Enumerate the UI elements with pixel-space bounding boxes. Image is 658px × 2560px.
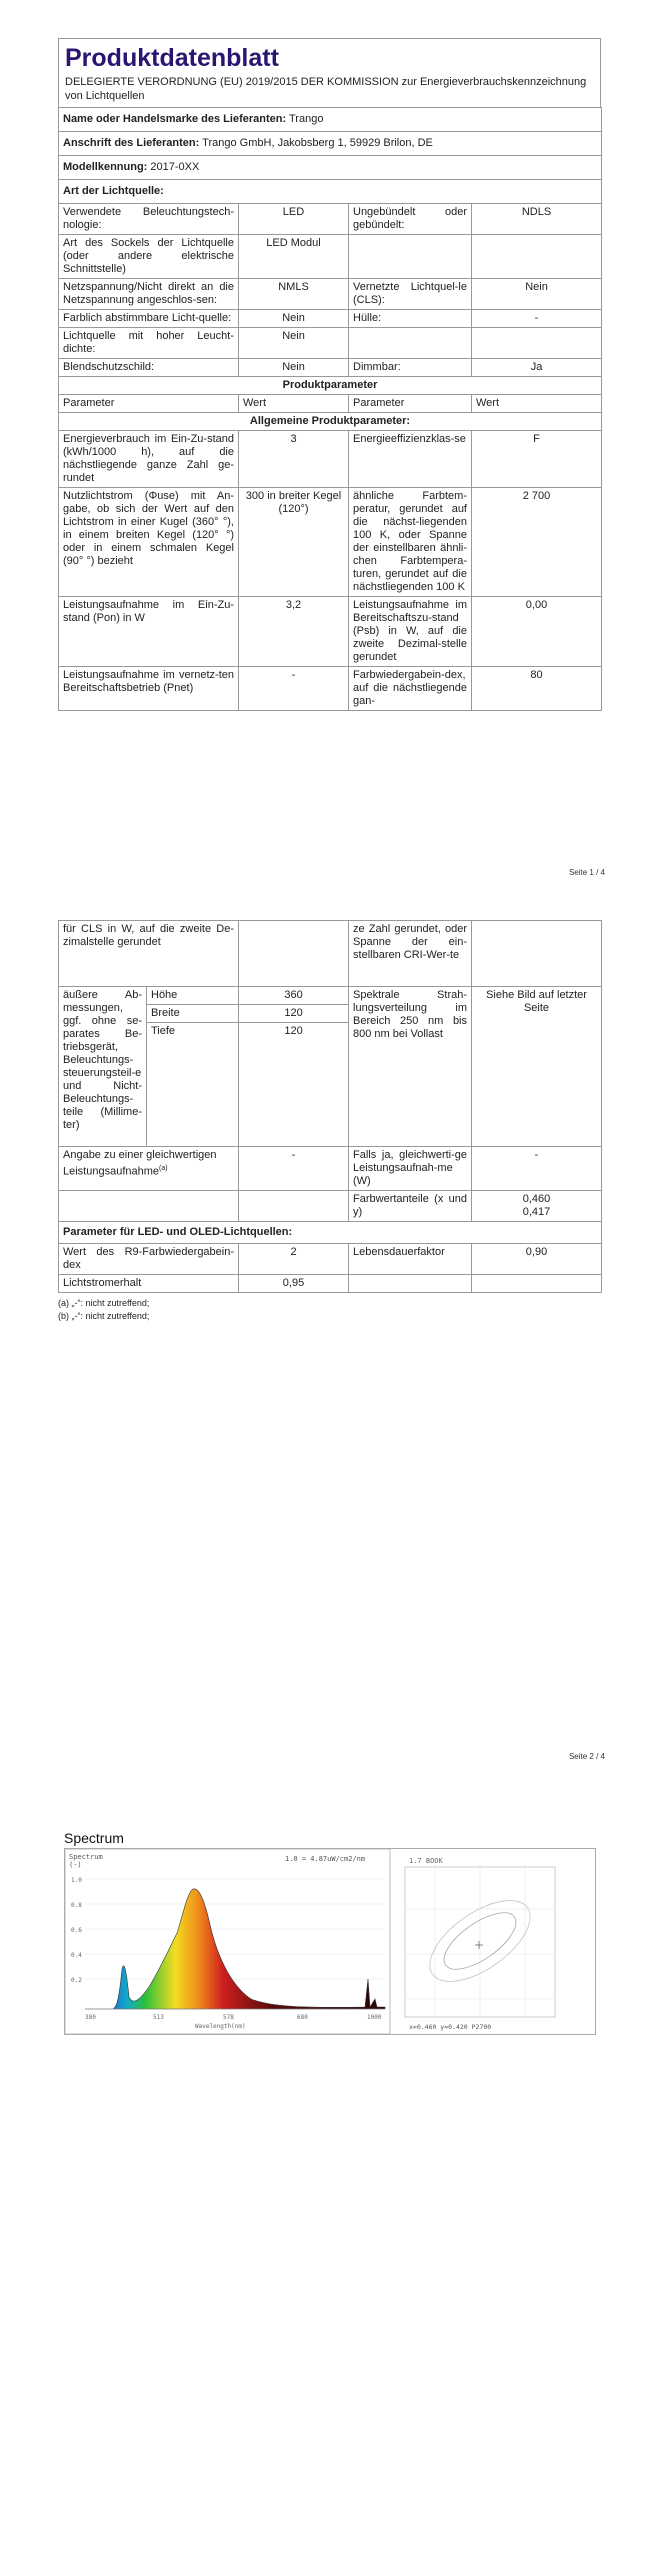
supplier-name-value: Trango (289, 113, 324, 125)
param-label: Nutzlichtstrom (Φuse) mit An-gabe, ob sich der Wert auf den Lichtstrom in einer Kugel (360° °), in einem breiten Kegel (120° °) oder in einem schmalen Kegel (90° °) bezieht (59, 488, 239, 597)
param-value: F (472, 431, 602, 488)
dimensions-label: äußere Ab-messungen, ggf. ohne se-parates Be-triebsgerät, Beleuchtungs-steuerungsteil-e und Nicht-Beleuchtungs-teile (Millime-ter) (59, 987, 147, 1147)
param-value (239, 921, 349, 987)
param-label (349, 235, 472, 279)
params-header-row (59, 377, 602, 395)
param-value: - (239, 667, 349, 711)
spectrum-figure (64, 1848, 596, 2035)
led-params-header: Parameter für LED- und OLED-Lichtquellen: (59, 1222, 602, 1244)
table-row (59, 921, 602, 987)
chroma-x: 0,460 (522, 1193, 551, 1205)
x-tick: 680 (297, 2014, 308, 2021)
chroma-label: Farbwertanteile (x und y) (349, 1191, 472, 1222)
param-label: Ungebündelt oder gebündelt: (349, 204, 472, 235)
param-label: Netzspannung/Nicht direkt an die Netzspannung angeschlos-sen: (59, 279, 239, 310)
page-number: Seite 1 / 4 (568, 868, 605, 877)
general-header-row (59, 413, 602, 431)
table-row (59, 597, 602, 667)
param-label: Art des Sockels der Lichtquelle (oder andere elektrische Schnittstelle) (59, 235, 239, 279)
param-label: Lichtquelle mit hoher Leucht-dichte: (59, 328, 239, 359)
supplier-address-value: Trango GmbH, Jakobsberg 1, 59929 Brilon, DE (202, 137, 433, 149)
table-row (59, 359, 602, 377)
table-row (59, 1275, 602, 1293)
empty-cell (239, 1191, 349, 1222)
table-row (59, 279, 602, 310)
light-source-header: Art der Lichtquelle: (59, 180, 602, 204)
footnotes (58, 1297, 601, 1323)
param-label: Blendschutzschild: (59, 359, 239, 377)
table-row (59, 310, 602, 328)
equiv-label: Angabe zu einer gleichwertigen Leistungsaufnahme (63, 1149, 217, 1178)
param-label: Vernetzte Lichtquel-le (CLS): (349, 279, 472, 310)
param-value: LED (239, 204, 349, 235)
spectrum-title: Spectrum (64, 1830, 124, 1846)
maint-label: Lichtstromerhalt (59, 1275, 239, 1293)
param-value: NMLS (239, 279, 349, 310)
param-value: Nein (472, 279, 602, 310)
supplier-address-row (59, 132, 602, 156)
chroma-y: 0,417 (522, 1206, 551, 1218)
dim-height-value: 360 (239, 987, 349, 1005)
y-caption: Spectrum (69, 1853, 103, 1861)
param-label: Hülle: (349, 310, 472, 328)
table-row (59, 1191, 602, 1222)
table-row (59, 987, 602, 1005)
param-value: 3,2 (239, 597, 349, 667)
peak-note: 1.0 = 4.87uW/cm2/nm (285, 1855, 366, 1863)
page-1 (0, 0, 658, 880)
dim-width-value: 120 (239, 1005, 349, 1023)
datasheet-page-1 (58, 38, 601, 711)
param-value (472, 328, 602, 359)
params-header: Produktparameter (59, 377, 602, 395)
table-row (59, 1244, 602, 1275)
flicker-value: - (472, 1147, 602, 1191)
page-number: Seite 2 / 4 (568, 1752, 605, 1761)
y-tick: 0.8 (71, 1902, 82, 1909)
led-header-row (59, 1222, 602, 1244)
param-value: Nein (239, 359, 349, 377)
param-label: Leistungsaufnahme im Bereitschaftszu-stand (Psb) in W, auf die zweite Dezimal-stelle gerundet (349, 597, 472, 667)
supplier-address-label: Anschrift des Lieferanten: (63, 137, 200, 149)
param-value: NDLS (472, 204, 602, 235)
datasheet-table-2 (58, 920, 602, 1293)
col-param-header: Parameter (349, 395, 472, 413)
table-row (59, 204, 602, 235)
r9-value: 2 (239, 1244, 349, 1275)
page-2 (0, 920, 658, 1770)
footnote-b: (b) „-“: nicht zutreffend; (58, 1311, 150, 1321)
equiv-value: - (239, 1147, 349, 1191)
cie-title: 1.7 BOOK (409, 1857, 443, 1865)
empty-cell (472, 1275, 602, 1293)
param-value (472, 235, 602, 279)
model-row (59, 156, 602, 180)
flicker-label: Falls ja, gleichwerti-ge Leistungsaufnah-me (W) (349, 1147, 472, 1191)
supplier-name-row (59, 108, 602, 132)
title-box (58, 38, 601, 107)
maint-value: 0,95 (239, 1275, 349, 1293)
datasheet-table-1 (58, 107, 602, 711)
param-label: Leistungsaufnahme im vernetz-ten Bereitschaftsbetrieb (Pnet) (59, 667, 239, 711)
footnote-ref: (a) (159, 1165, 168, 1172)
empty-cell (59, 1191, 239, 1222)
param-value: 300 in breiter Kegel (120°) (239, 488, 349, 597)
param-label: Energieeffizienzklas-se (349, 431, 472, 488)
model-value: 2017-0XX (150, 161, 200, 173)
param-value: LED Modul (239, 235, 349, 279)
param-value: 0,00 (472, 597, 602, 667)
light-source-header-row (59, 180, 602, 204)
param-label (349, 328, 472, 359)
spectral-value: Siehe Bild auf letzter Seite (472, 987, 602, 1147)
table-row (59, 488, 602, 597)
x-tick: 578 (223, 2014, 234, 2021)
doc-subtitle: DELEGIERTE VERORDNUNG (EU) 2019/2015 DER KOMMISSION zur Energieverbrauchskennzeichnung von Lichtquellen (65, 76, 587, 102)
param-value: - (472, 310, 602, 328)
life-label: Lebensdauerfaktor (349, 1244, 472, 1275)
y-tick: 0.2 (71, 1977, 82, 1984)
dim-height-label: Höhe (147, 987, 239, 1005)
spectral-label: Spektrale Strah-lungsverteilung im Bereich 250 nm bis 800 nm bei Vollast (349, 987, 472, 1147)
model-label: Modellkennung: (63, 161, 148, 173)
param-value: 3 (239, 431, 349, 488)
param-value (472, 921, 602, 987)
r9-label: Wert des R9-Farbwiedergabein-dex (59, 1244, 239, 1275)
table-row (59, 667, 602, 711)
y-tick: 0.6 (71, 1927, 82, 1934)
param-label: Energieverbrauch im Ein-Zu-stand (kWh/1000 h), auf die nächstliegende ganze Zahl ge-rundet (59, 431, 239, 488)
param-value: Ja (472, 359, 602, 377)
param-label: Leistungsaufnahme im Ein-Zu-stand (Pon) in W (59, 597, 239, 667)
dim-width-label: Breite (147, 1005, 239, 1023)
doc-title: Produktdatenblatt (65, 44, 279, 72)
y-tick: 0.4 (71, 1952, 82, 1959)
y-tick: 1.0 (71, 1877, 82, 1884)
param-label: ähnliche Farbtem-peratur, gerundet auf die nächst-liegenden 100 K, oder Spanne der einstellbaren ähnli-chen Farbtempera-turen, gerundet auf die nächstliegenden 100 K (349, 488, 472, 597)
cie-readout: x=0.460 y=0.420 P2700 (409, 2023, 492, 2031)
col-param-header: Parameter (59, 395, 239, 413)
col-value-header: Wert (472, 395, 602, 413)
param-value: 80 (472, 667, 602, 711)
life-value: 0,90 (472, 1244, 602, 1275)
datasheet-page-2 (58, 920, 601, 1323)
column-header-row (59, 395, 602, 413)
x-tick: 380 (85, 2014, 96, 2021)
table-row (59, 235, 602, 279)
param-label: Verwendete Beleuchtungstech-nologie: (59, 204, 239, 235)
table-row (59, 328, 602, 359)
supplier-name-label: Name oder Handelsmarke des Lieferanten: (63, 113, 287, 125)
dim-depth-label: Tiefe (147, 1023, 239, 1147)
param-value: Nein (239, 328, 349, 359)
param-label: Farblich abstimmbare Licht-quelle: (59, 310, 239, 328)
param-label: Farbwiedergabein-dex, auf die nächstliegende gan- (349, 667, 472, 711)
general-params-header: Allgemeine Produktparameter: (59, 413, 602, 431)
x-tick: 513 (153, 2014, 164, 2021)
param-label: für CLS in W, auf die zweite De-zimalstelle gerundet (59, 921, 239, 987)
table-row (59, 1147, 602, 1191)
dim-depth-value: 120 (239, 1023, 349, 1147)
chroma-value (472, 1191, 602, 1222)
param-label: Dimmbar: (349, 359, 472, 377)
param-label: ze Zahl gerundet, oder Spanne der ein-stellbaren CRI-Wer-te (349, 921, 472, 987)
param-value: 2 700 (472, 488, 602, 597)
table-row (59, 431, 602, 488)
footnote-a: (a) „-“: nicht zutreffend; (58, 1298, 150, 1308)
param-value: Nein (239, 310, 349, 328)
col-value-header: Wert (239, 395, 349, 413)
x-tick: 1000 (367, 2014, 382, 2021)
empty-cell (349, 1275, 472, 1293)
y-unit: (-) (69, 1861, 82, 1869)
spectrum-svg (65, 1849, 595, 2034)
x-caption: Wavelength(nm) (195, 2023, 246, 2030)
